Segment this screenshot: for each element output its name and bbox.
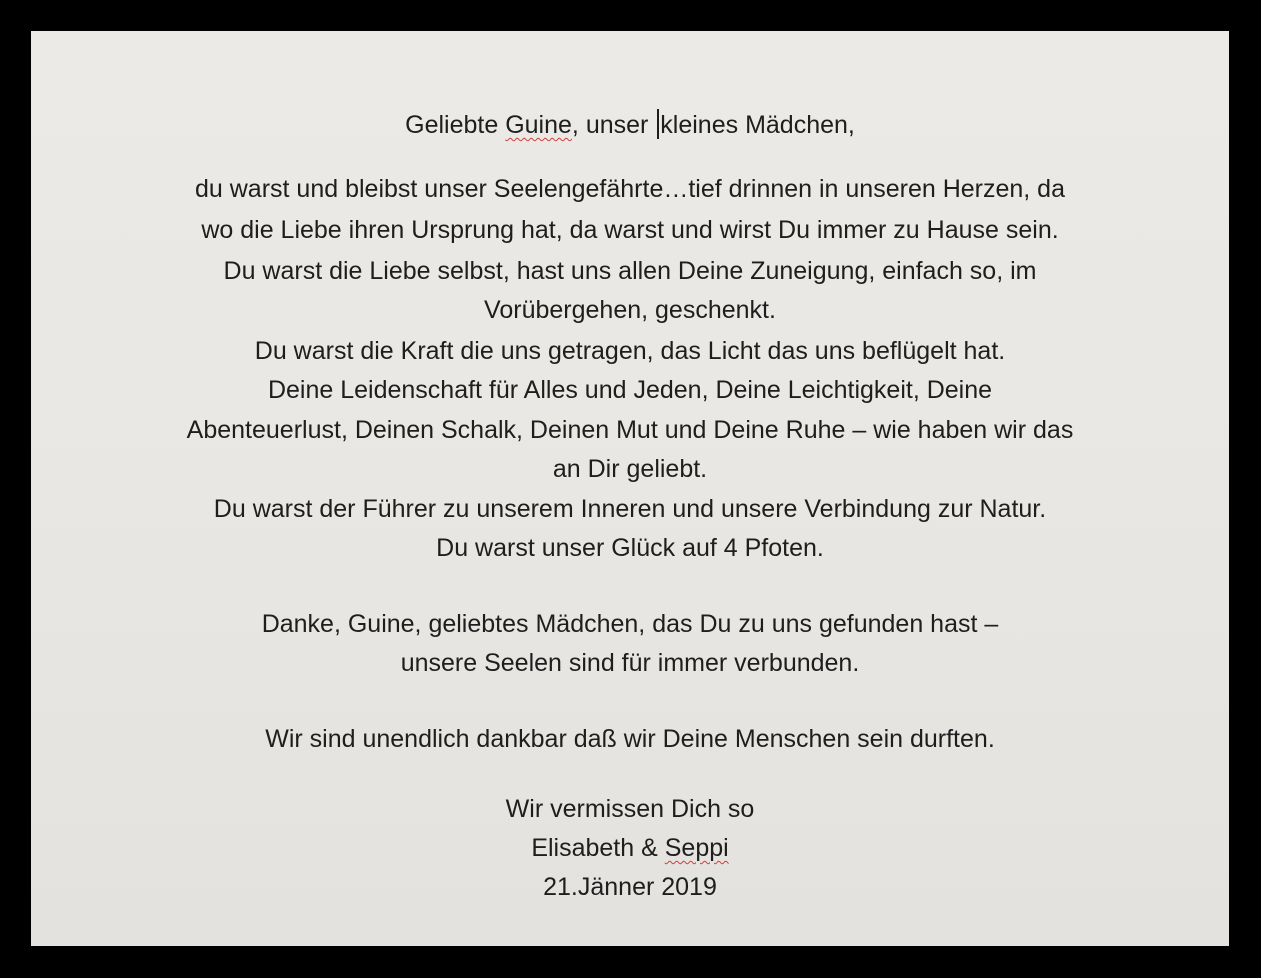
letter-greeting <box>31 109 1229 140</box>
paragraph3-line: Wir sind unendlich dankbar daß wir Deine Menschen sein durften. <box>265 725 995 753</box>
paragraph1-line: Deine Leidenschaft für Alles und Jeden, Deine Leichtigkeit, Deine <box>267 376 993 404</box>
paragraph1-line: Du warst die Kraft die uns getragen, das Licht das uns beflügelt hat. <box>254 337 1006 365</box>
document-page <box>31 31 1229 946</box>
paragraph1-line: Du warst die Liebe selbst, hast uns allen Deine Zuneigung, einfach so, im <box>223 257 1037 285</box>
greeting-text-3: kleines Mädchen, <box>660 111 855 139</box>
paragraph1-line: Abenteuerlust, Deinen Schalk, Deinen Mut und Deine Ruhe – wie haben wir das <box>186 416 1074 444</box>
paragraph1-line: wo die Liebe ihren Ursprung hat, da warst und wirst Du immer zu Hause sein. <box>201 216 1059 244</box>
paragraph1-line: du warst und bleibst unser Seelengefährte…tief drinnen in unseren Herzen, da <box>195 175 1065 203</box>
signature-name: Seppi <box>664 834 729 862</box>
paragraph1-line: an Dir geliebt. <box>552 455 708 483</box>
paragraph2-line: unsere Seelen sind für immer verbunden. <box>400 649 860 677</box>
paragraph2-line: Danke, Guine, geliebtes Mädchen, das Du zu uns gefunden hast – <box>261 610 999 638</box>
text-cursor <box>657 109 659 139</box>
greeting-text-1: Geliebte <box>405 111 506 139</box>
paragraph1-line: Du warst unser Glück auf 4 Pfoten. <box>436 534 824 562</box>
closing-line: Wir vermissen Dich so <box>505 795 755 823</box>
greeting-text-2: , unser <box>571 111 656 139</box>
date-line: 21.Jänner 2019 <box>543 873 717 901</box>
signature-line <box>31 833 1229 863</box>
greeting-name: Guine <box>505 111 572 139</box>
signature-text: Elisabeth & <box>531 834 665 862</box>
paragraph1-line: Vorübergehen, geschenkt. <box>484 296 776 324</box>
paragraph1-line: Du warst der Führer zu unserem Inneren und unsere Verbindung zur Natur. <box>213 495 1047 523</box>
